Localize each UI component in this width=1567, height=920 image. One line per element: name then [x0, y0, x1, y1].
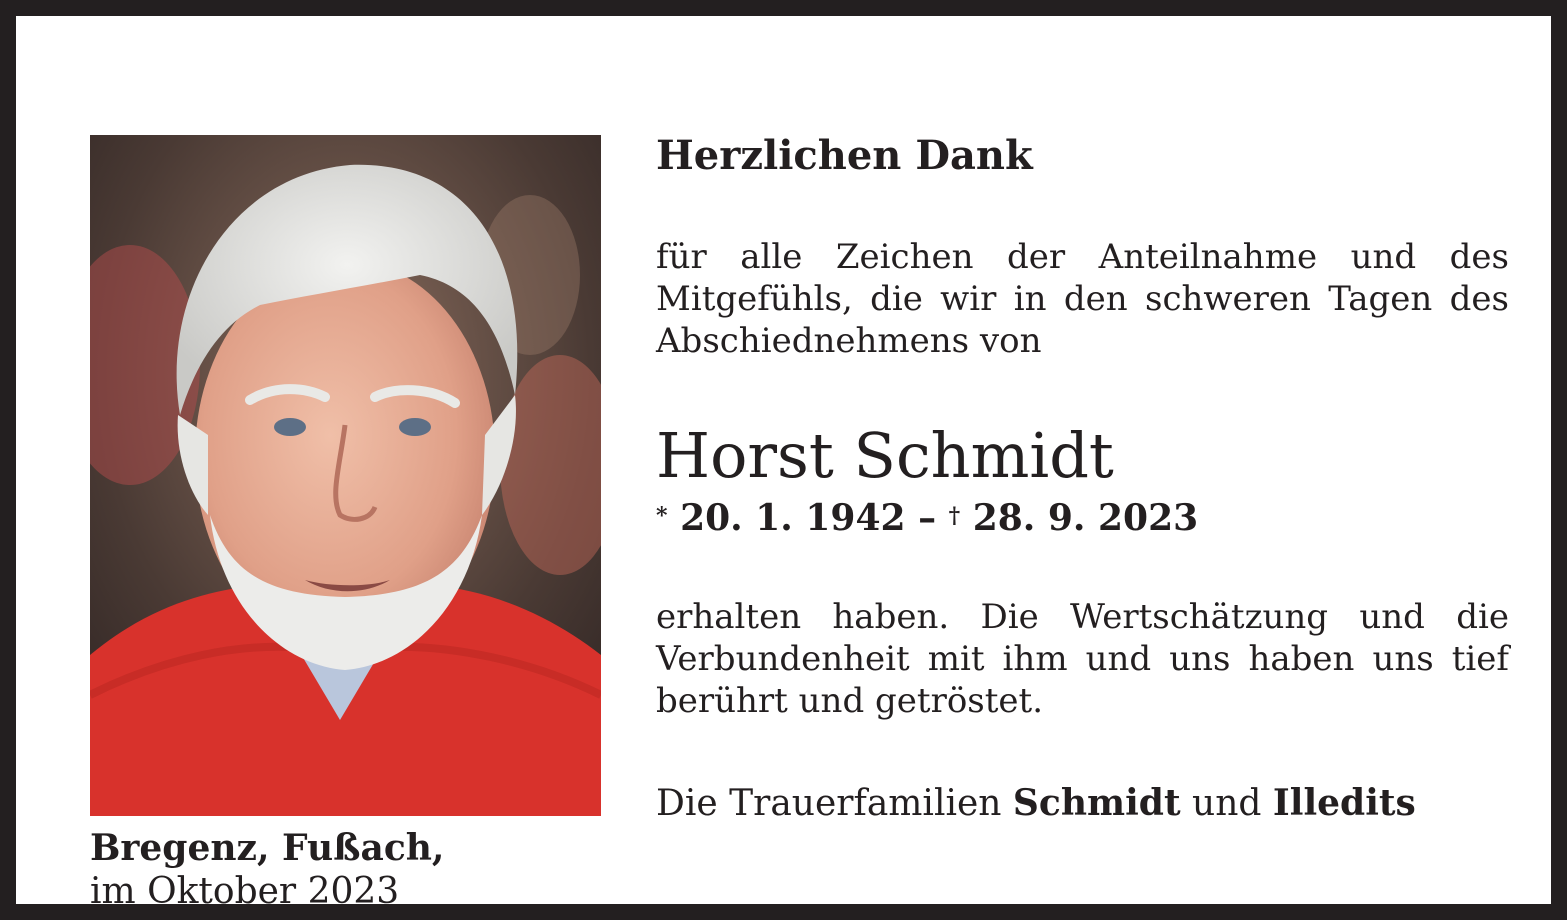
portrait-photo [90, 135, 601, 816]
life-dates [656, 496, 1198, 540]
thanks-paragraph: für alle Zeichen der Anteilnahme und des Mitgefühls, die wir in den schweren Tagen des Abschiednehmens von [656, 237, 1509, 361]
text-column [656, 128, 1509, 824]
signature-connector: und [1192, 783, 1262, 824]
signature-prefix: Die Trauerfamilien [656, 783, 1002, 824]
portrait-image [90, 135, 601, 816]
family-name-2: Illedits [1272, 782, 1416, 824]
death-date: 28. 9. 2023 [972, 497, 1199, 539]
date-separator: – [918, 497, 937, 539]
deceased-name: Horst Schmidt [656, 419, 1114, 492]
death-symbol: † [948, 503, 961, 529]
signature [656, 780, 1416, 827]
place-date: im Oktober 2023 [90, 871, 400, 912]
closing-paragraph: erhalten haben. Die Wertschätzung und die Verbundenheit mit ihm und uns haben uns tief berührt und getröstet. [656, 597, 1509, 721]
birth-symbol: * [656, 503, 668, 529]
birth-date: 20. 1. 1942 [680, 497, 906, 539]
place-towns: Bregenz, Fußach, [90, 827, 445, 869]
place-and-date [90, 826, 444, 914]
heading: Herzlichen Dank [656, 132, 1033, 179]
family-name-1: Schmidt [1012, 782, 1181, 824]
